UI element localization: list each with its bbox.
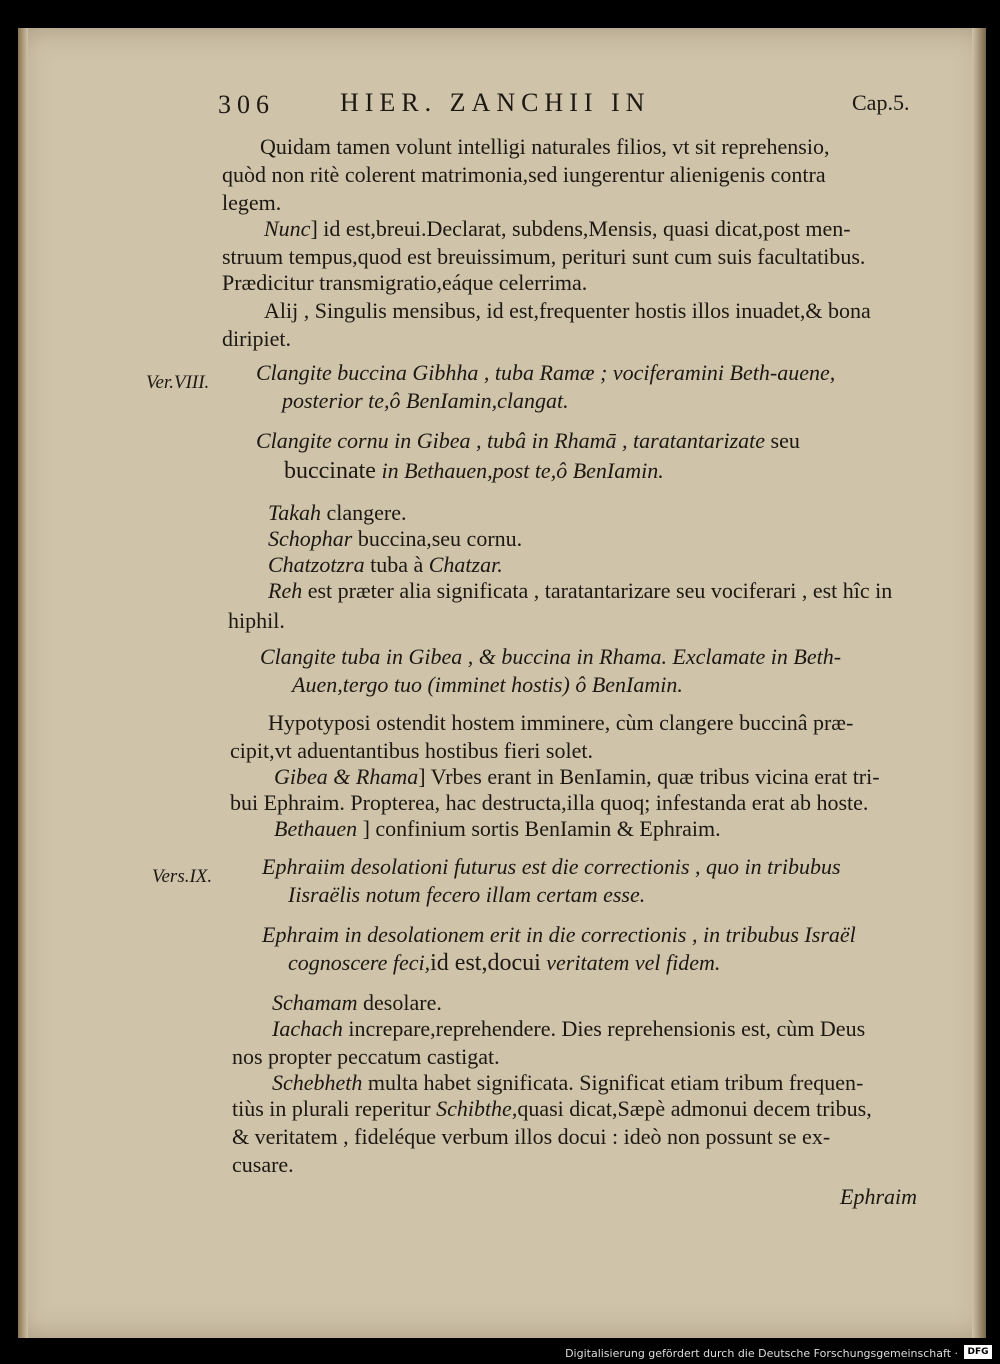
gloss-line: Schamam desolare. [272,990,442,1015]
book-page [18,28,986,1338]
gloss-line: Iachach increpare,reprehendere. Dies reprehensionis est, cùm Deus [272,1016,866,1041]
term: Nunc [264,216,311,241]
gloss-line: Takah clangere. [268,500,407,525]
verse-label: Ver.VIII. [146,372,210,393]
dfg-logo: DFG [964,1345,992,1359]
page-text [18,28,986,1338]
body-line: Hypotyposi ostendit hostem imminere, cùm clangere buccinâ præ- [268,710,854,735]
gloss-line: Bethauen ] confinium sortis BenIamin & Ephraim. [274,816,721,841]
body-line: Quidam tamen volunt intelligi naturales filios, vt sit reprehensio, [260,134,830,159]
body-line: Prædicitur transmigratio,eáque celerrima. [222,270,588,295]
body-line: struum tempus,quod est breuissimum, perituri sunt cum suis facultatibus. [222,244,866,269]
page-number: 306 [218,90,275,119]
verse-text: Auen,tergo tuo (imminet hostis) ô BenIamin. [292,672,683,697]
footer-bar [0,1342,1000,1364]
gloss-line: Chatzotzra tuba à Chatzar. [268,552,503,577]
body-line: diripiet. [222,326,292,351]
gloss-line: Gibea & Rhama] Vrbes erant in BenIamin, quæ tribus vicina erat tri- [274,764,880,789]
verse-text: Iisraëlis notum fecero illam certam esse. [288,882,646,907]
gloss-line: Reh est præter alia significata , taratantarizare seu vociferari , est hîc in [268,578,893,603]
chapter-number: Cap.5. [852,90,910,115]
gloss-line: bui Ephraim. Propterea, hac destructa,illa quoq; infestanda erat ab hoste. [230,790,869,815]
verse-text: Ephraiim desolationi futurus est die correctionis , quo in tribubus [262,854,841,879]
verse-text: buccinate in Bethauen,post te,ô BenIamin. [284,458,664,484]
gloss-line: hiphil. [228,608,285,633]
gloss-line: & veritatem , fideléque verbum illos docui : ideò non possunt se ex- [232,1124,831,1149]
verse-text: Clangite cornu in Gibea , tubâ in Rhamā , taratantarizate seu [256,428,800,453]
catchword: Ephraim [840,1184,917,1209]
body-line: legem. [222,190,282,215]
verse-label: Vers.IX. [152,866,213,887]
body-line: Nunc] id est,breui.Declarat, subdens,Mensis, quasi dicat,post men- [264,216,851,241]
gloss-line: nos propter peccatum castigat. [232,1044,500,1069]
verse-text: Clangite tuba in Gibea , & buccina in Rhama. Exclamate in Beth- [260,644,842,669]
verse-text: cognoscere feci,id est,docui veritatem vel fidem. [288,950,721,976]
body-line: Alij , Singulis mensibus, id est,frequenter hostis illos inuadet,& bona [264,298,871,323]
running-title: HIER. ZANCHII IN [340,88,651,117]
verse-text: Ephraim in desolationem erit in die correctionis , in tribubus Israël [262,922,856,947]
body-line: cipit,vt aduentantibus hostibus fieri solet. [230,738,593,763]
gloss-line: tiùs in plurali reperitur Schibthe,quasi dicat,Sæpè admonui decem tribus, [232,1096,872,1121]
verse-text: posterior te,ô BenIamin,clangat. [282,388,569,413]
gloss-line: Schophar buccina,seu cornu. [268,526,523,551]
gloss-line: Schebheth multa habet significata. Significat etiam tribum frequen- [272,1070,864,1095]
body-line: quòd non ritè colerent matrimonia,sed iungerentur alienigenis contra [222,162,826,187]
footer-credit: Digitalisierung gefördert durch die Deutsche Forschungsgemeinschaft · [565,1347,958,1360]
verse-text: Clangite buccina Gibhha , tuba Ramæ ; vociferamini Beth-auene, [256,360,836,385]
gloss-line: cusare. [232,1152,294,1177]
